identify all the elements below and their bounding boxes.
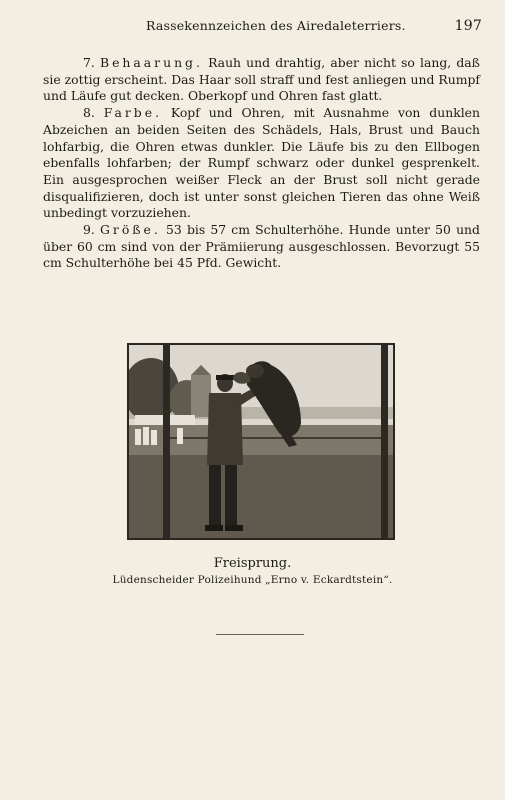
photograph-scene (129, 345, 393, 538)
caption-title: Freisprung. (213, 556, 292, 571)
page-number: 197 (454, 18, 482, 34)
paragraph-farbe (43, 105, 480, 222)
paragraph-groesse (43, 222, 480, 272)
body-text (43, 55, 480, 272)
caption-subtitle: Lüdenscheider Polizeihund „Erno v. Eckardtstein“. (112, 574, 393, 586)
paragraph-text: Kopf und Ohren, mit Ausnahme von dunklen Abzeichen an beiden Seiten des Schädels, Hals, Brust und Bauch lohfarbig, die Ohren etwas dunkler. Die Läufe bis zu den Ellbogen ebenfalls lohfarben; der Rumpf schwarz oder dunkel gesprenkelt. Ein ausgesprochen weißer Fleck an der Brust soll nicht gerade disqualifizieren, doch ist unter sonst gleichen Tieren das ohne Weiß unbedingt vorzuziehen. (43, 105, 480, 221)
paragraph-heading: Größe. (100, 222, 161, 238)
running-title: Rassekennzeichen des Airedaleterriers. (146, 18, 406, 33)
paragraph-text: Rauh und drahtig, aber nicht so lang, daß sie zottig erscheint. Das Haar soll straff und fest anliegen und Rumpf und Läufe gut decken. Oberkopf und Ohren fast glatt. (43, 55, 480, 104)
post-right (381, 345, 388, 538)
paragraph-number: 7. (83, 55, 95, 70)
section-rule (216, 634, 304, 635)
paragraph-text: 53 bis 57 cm Schulterhöhe. Hunde unter 50 und über 60 cm sind von der Prämiierung ausgeschlossen. Bevorzugt 55 cm Schulterhöhe bei 45 Pfd. Gewicht. (43, 222, 480, 271)
paragraph-number: 8. (83, 105, 95, 121)
page-header (40, 18, 482, 38)
paragraph-behaarung (43, 55, 480, 105)
paragraph-number: 9. (83, 222, 95, 238)
paragraph-heading: Farbe. (103, 105, 163, 121)
photograph (127, 343, 395, 540)
building (191, 375, 211, 417)
paragraph-heading: Behaarung. (99, 55, 203, 70)
post-left (163, 345, 170, 538)
